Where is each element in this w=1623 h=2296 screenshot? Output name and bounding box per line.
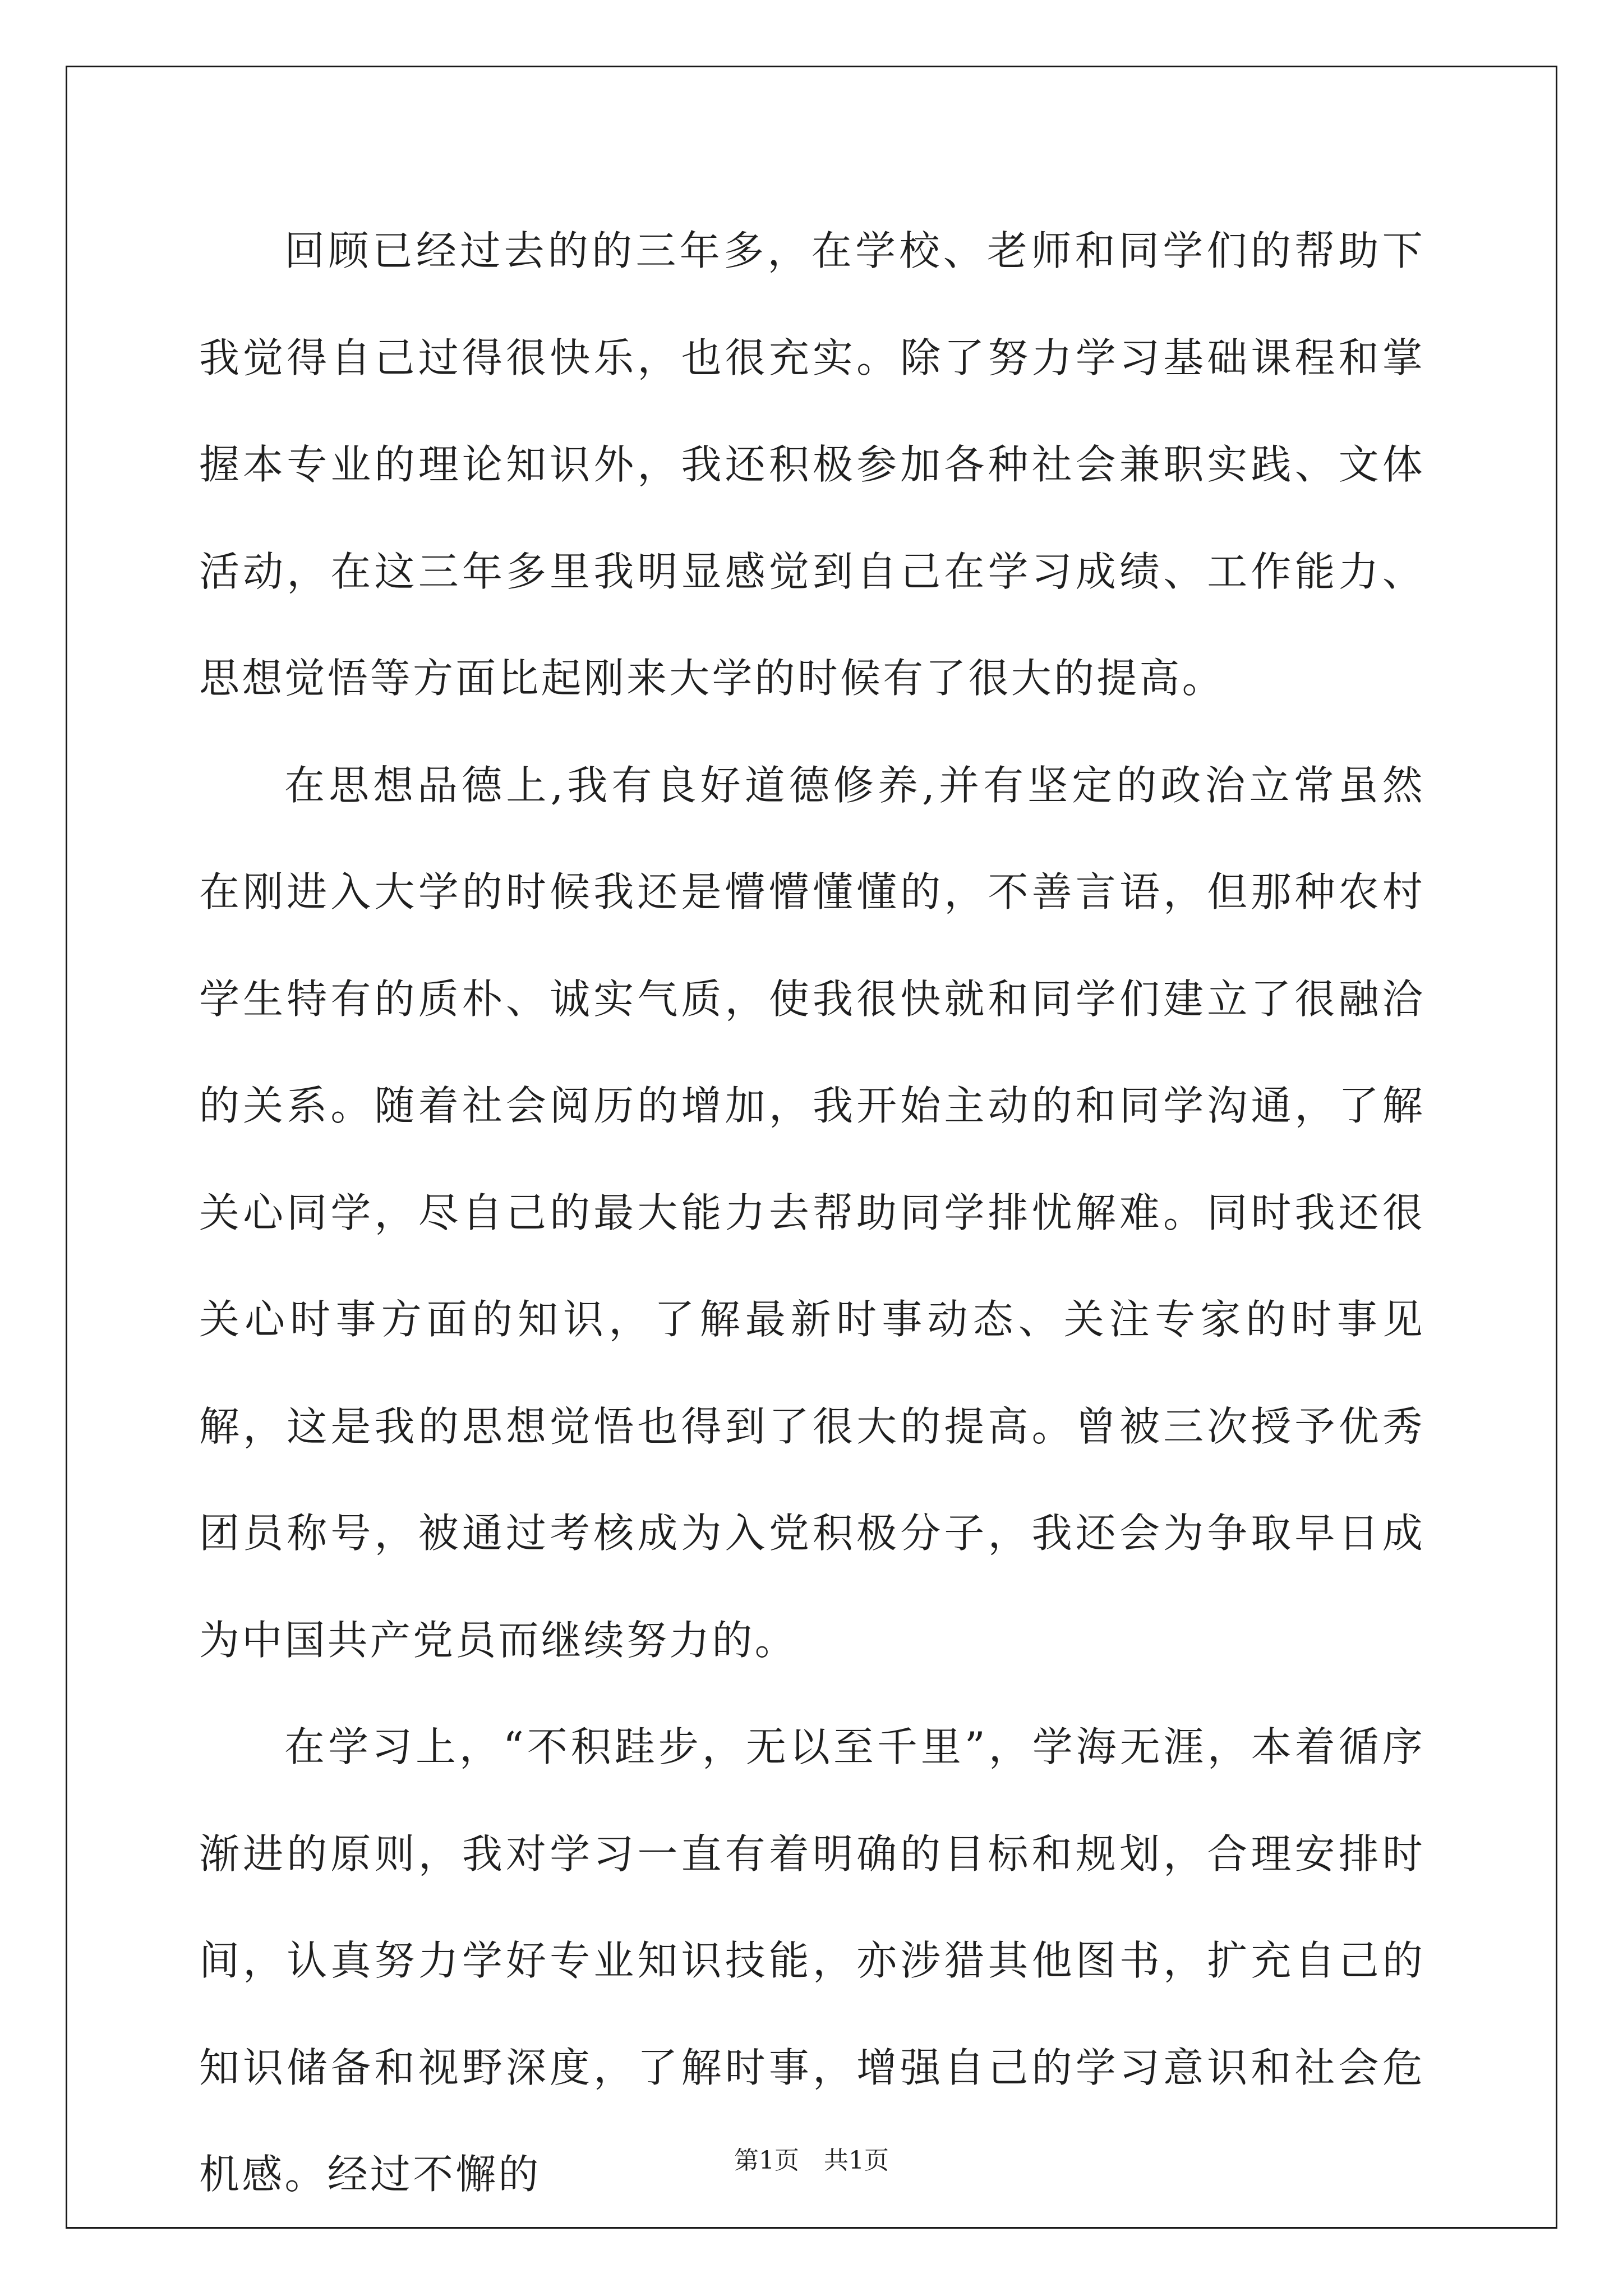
paragraph-ideology: 在思想品德上,我有良好道德修养,并有坚定的政治立常虽然在刚进入大学的时候我还是懵懵懂懂的，不善言语，但那种农村学生特有的质朴、诚实气质，使我很快就和同学们建立了很融洽的关系。随着社会阅历的增加，我开始主动的和同学沟通，了解关心同学，尽自己的最大能力去帮助同学排忧解难。同时我还很关心时事方面的知识，了解最新时事动态、关注专家的时事见解，这是我的思想觉悟也得到了很大的提高。曾被三次授予优秀团员称号，被通过考核成为入党积极分子，我还会为争取早日成为中国共产党员而继续努力的。	[199, 761, 1425, 1664]
paragraph-study: 在学习上，“不积跬步，无以至千里”，学海无涯，本着循序渐进的原则，我对学习一直有着明确的目标和规划，合理安排时间，认真努力学好专业知识技能，亦涉猎其他图书，扩充自己的知识储备和视野深度，了解时事，增强自己的学习意识和社会危机感。经过不懈的	[199, 1723, 1425, 2198]
page-total: 共1页	[824, 2146, 889, 2175]
page-footer	[0, 2144, 1623, 2178]
document-body	[199, 197, 1425, 2228]
paragraph-review: 回顾已经过去的的三年多，在学校、老师和同学们的帮助下我觉得自己过得很快乐，也很充实。除了努力学习基础课程和掌握本专业的理论知识外，我还积极参加各种社会兼职实践、文体活动，在这三年多里我明显感觉到自己在学习成绩、工作能力、思想觉悟等方面比起刚来大学的时候有了很大的提高。	[199, 227, 1425, 702]
page-number: 第1页	[734, 2146, 799, 2175]
